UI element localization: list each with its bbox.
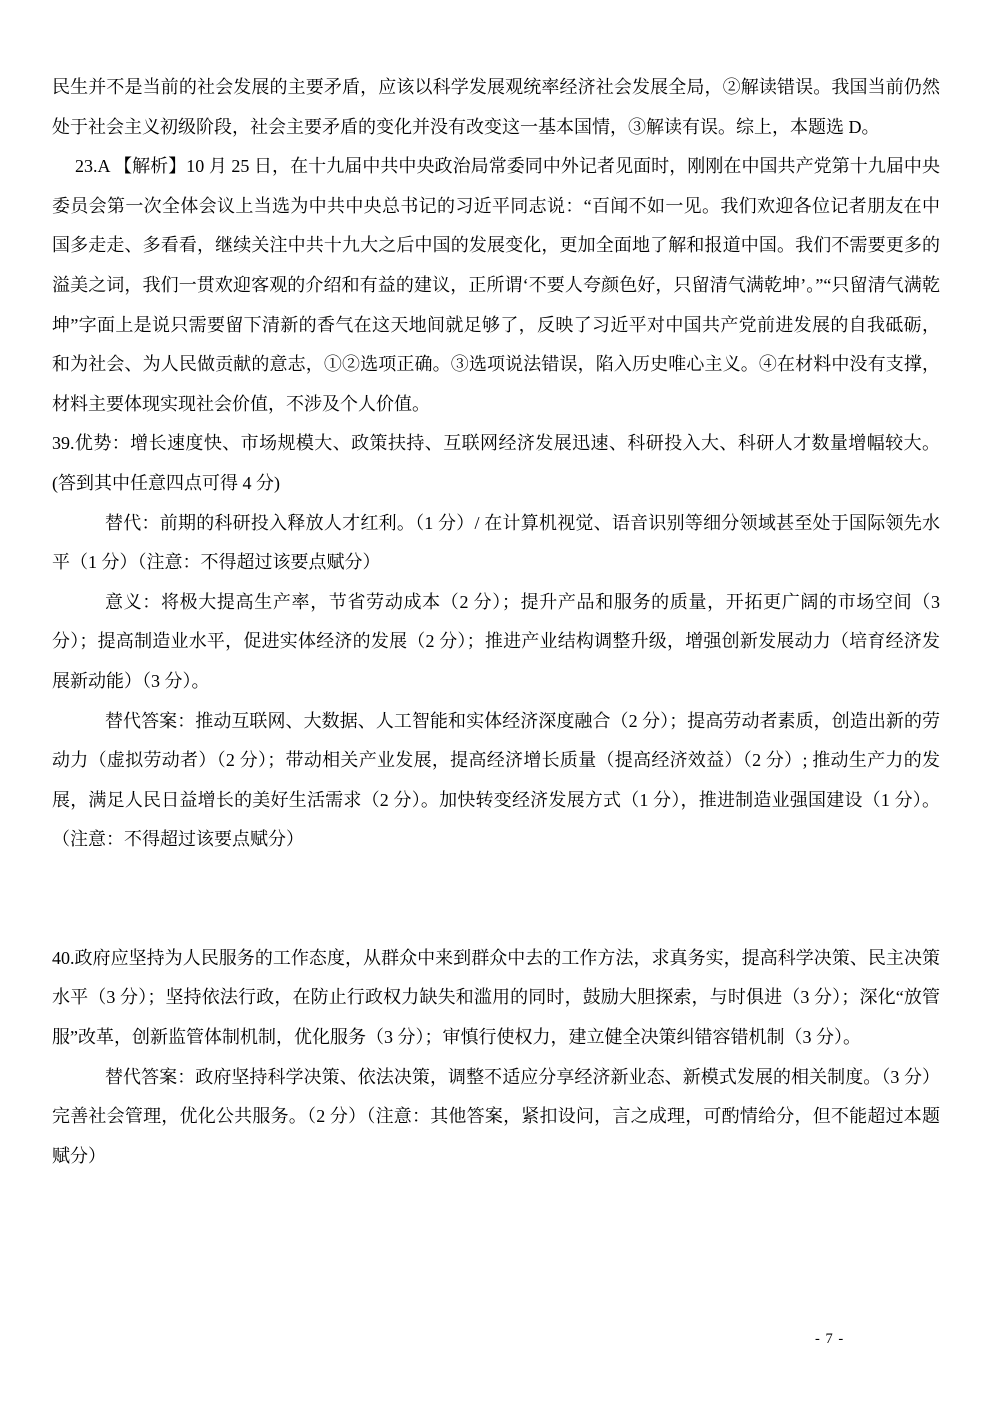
paragraph-answer-39-significance: 意义：将极大提高生产率，节省劳动成本（2 分）；提升产品和服务的质量，开拓更广阔的市场空间（3 分）；提高制造业水平，促进实体经济的发展（2 分）；推进产业结构调整升级，增强创新发展动力（培育经济发展新动能）（3 分）。 (52, 591, 940, 691)
page-footer (815, 1329, 844, 1349)
paragraph-answer-39-alternative-answers: 替代答案：推动互联网、大数据、人工智能和实体经济深度融合（2 分）；提高劳动者素质，创造出新的劳动力（虚拟劳动者）（2 分）；带动相关产业发展，提高经济增长质量（提高经济效益）（2 分）; 推动生产力的发展，满足人民日益增长的美好生活需求（2 分）。加快转变经济发展方式（1 分），推进制造业强国建设（1 分）。（注意：不得超过该要点赋分） (52, 710, 940, 850)
paragraph-answer-40-government: 40.政府应坚持为人民服务的工作态度，从群众中来到群众中去的工作方法，求真务实，提高科学决策、民主决策水平（3 分）；坚持依法行政，在防止行政权力缺失和滥用的同时，鼓励大胆探索，与时俱进（3 分）；深化“放管服”改革，创新监管体制机制，优化服务（3 分）；审慎行使权力，建立健全决策纠错容错机制（3 分）。 (52, 947, 940, 1048)
answer-key-content (52, 68, 940, 1176)
paragraph-answer-40-alternative-answers: 替代答案：政府坚持科学决策、依法决策，调整不适应分享经济新业态、新模式发展的相关制度。（3 分）完善社会管理，优化公共服务。（2 分）（注意：其他答案，紧扣设问，言之成理，可酌情给分，但不能超过本题赋分） (52, 1066, 940, 1166)
paragraph-answer-22-analysis-continued: 民生并不是当前的社会发展的主要矛盾，应该以科学发展观统率经济社会发展全局，②解读错误。我国当前仍然处于社会主义初级阶段，社会主要矛盾的变化并没有改变这一基本国情，③解读有误。综上，本题选 D。 (52, 77, 940, 137)
paragraph-answer-39-advantages: 39.优势：增长速度快、市场规模大、政策扶持、互联网经济发展迅速、科研投入大、科研人才数量增幅较大。(答到其中任意四点可得 4 分) (52, 433, 940, 493)
page-number: - 7 - (815, 1331, 845, 1347)
paragraph-answer-39-substitute: 替代：前期的科研投入释放人才红利。（1 分）/ 在计算机视觉、语音识别等细分领域甚至处于国际领先水平（1 分）（注意：不得超过该要点赋分） (52, 512, 940, 573)
paragraph-answer-23-analysis: 23.A 【解析】10 月 25 日，在十九届中共中央政治局常委同中外记者见面时，刚刚在中国共产党第十九届中央委员会第一次全体会议上当选为中共中央总书记的习近平同志说：“百闻不如一见。我们欢迎各位记者朋友在中国多走走、多看看，继续关注中共十九大之后中国的发展变化，更加全面地了解和报道中国。我们不需要更多的溢美之词，我们一贯欢迎客观的介绍和有益的建议，正所谓‘不要人夸颜色好，只留清气满乾坤’。”“只留清气满乾坤”字面上是说只需要留下清新的香气在这天地间就足够了，反映了习近平对中国共产党前进发展的自我砥砺，和为社会、为人民做贡献的意志，①②选项正确。③选项说法错误，陷入历史唯心主义。④在材料中没有支撑，材料主要体现实现社会价值，不涉及个人价值。 (52, 156, 940, 414)
